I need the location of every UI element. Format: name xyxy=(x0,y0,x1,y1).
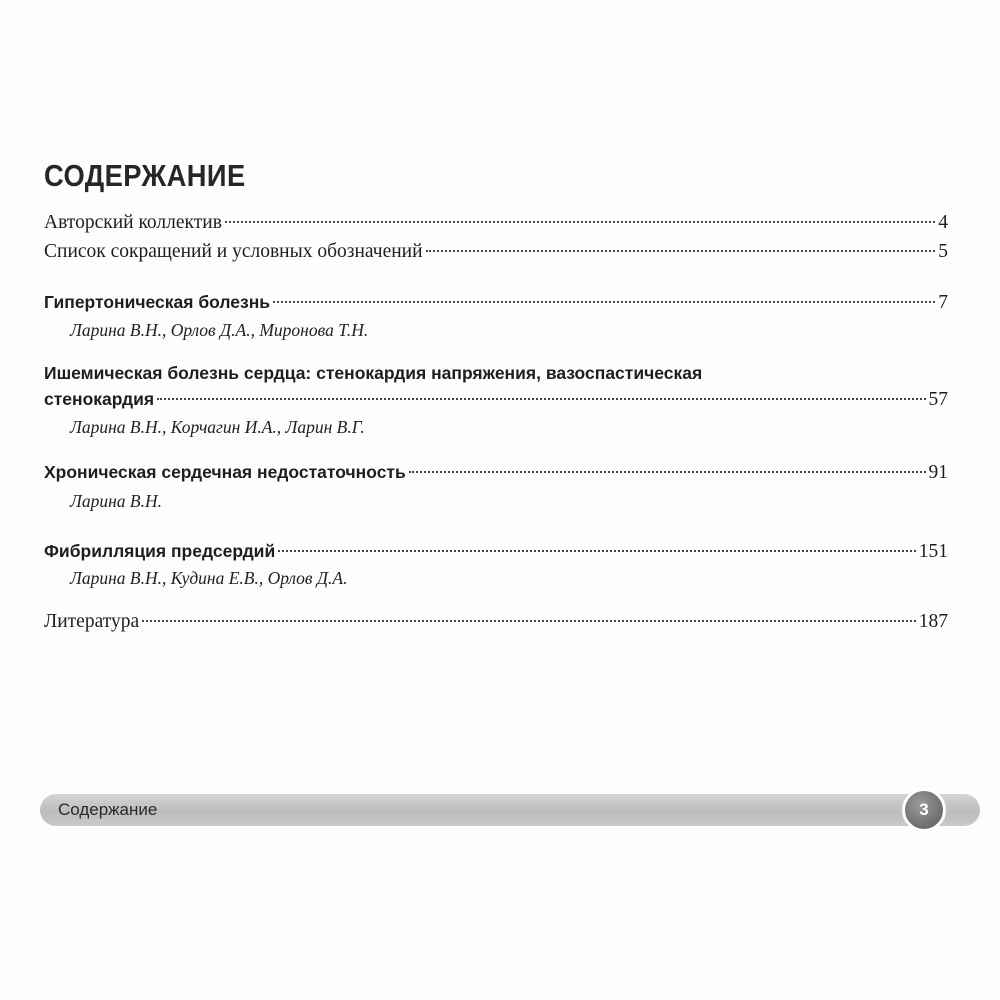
toc-entry-authors: Ларина В.Н., Орлов Д.А., Миронова Т.Н. xyxy=(70,320,369,340)
dot-leader xyxy=(273,301,935,303)
toc-entry-label: стенокардия xyxy=(44,389,155,409)
dot-leader xyxy=(157,398,925,400)
dot-leader xyxy=(409,471,926,473)
dot-leader xyxy=(142,620,916,622)
toc-entry-page: 151 xyxy=(918,541,948,562)
dot-leader xyxy=(426,250,936,252)
toc-entry-label: Гипертоническая болезнь xyxy=(44,292,271,312)
toc-entry-page: 91 xyxy=(928,462,948,483)
toc-entry-hypertension[interactable] xyxy=(44,290,948,315)
toc-entry-page: 4 xyxy=(938,212,948,233)
toc-entry-label-line1[interactable]: Ишемическая болезнь сердца: стенокардия напряжения, вазоспастическая xyxy=(44,363,703,383)
page-number-badge: 3 xyxy=(902,788,946,832)
footer-bar xyxy=(40,794,980,826)
page-title: СОДЕРЖАНИЕ xyxy=(44,158,246,193)
toc-entry-page: 57 xyxy=(928,389,948,410)
toc-entry-abbreviations[interactable] xyxy=(44,240,948,264)
toc-entry-label: Хроническая сердечная недостаточность xyxy=(44,462,406,482)
toc-entry-label: Фибрилляция предсердий xyxy=(44,541,276,561)
toc-entry-label: Авторский коллектив xyxy=(44,212,222,233)
toc-entry-literature[interactable] xyxy=(44,610,948,634)
toc-entry-label: Литература xyxy=(44,611,140,632)
toc-entry-atrial-fibrillation[interactable] xyxy=(44,539,948,564)
toc-entry-label: Список сокращений и условных обозначений xyxy=(44,241,423,262)
toc-entry-authors: Ларина В.Н., Кудина Е.В., Орлов Д.А. xyxy=(70,568,348,588)
toc-entry-page: 187 xyxy=(918,611,948,632)
footer-section-label: Содержание xyxy=(58,800,158,819)
toc-entry-ischemic-heart-disease[interactable] xyxy=(44,387,948,412)
toc-entry-heart-failure[interactable] xyxy=(44,460,948,485)
dot-leader xyxy=(278,550,916,552)
toc-entry-authors: Ларина В.Н. xyxy=(70,491,162,511)
toc-entry-page: 7 xyxy=(938,292,948,313)
toc-entry-page: 5 xyxy=(938,241,948,262)
toc-entry-authors: Ларина В.Н., Корчагин И.А., Ларин В.Г. xyxy=(70,417,365,437)
toc-entry-authors-collective[interactable] xyxy=(44,211,948,235)
dot-leader xyxy=(225,221,935,223)
